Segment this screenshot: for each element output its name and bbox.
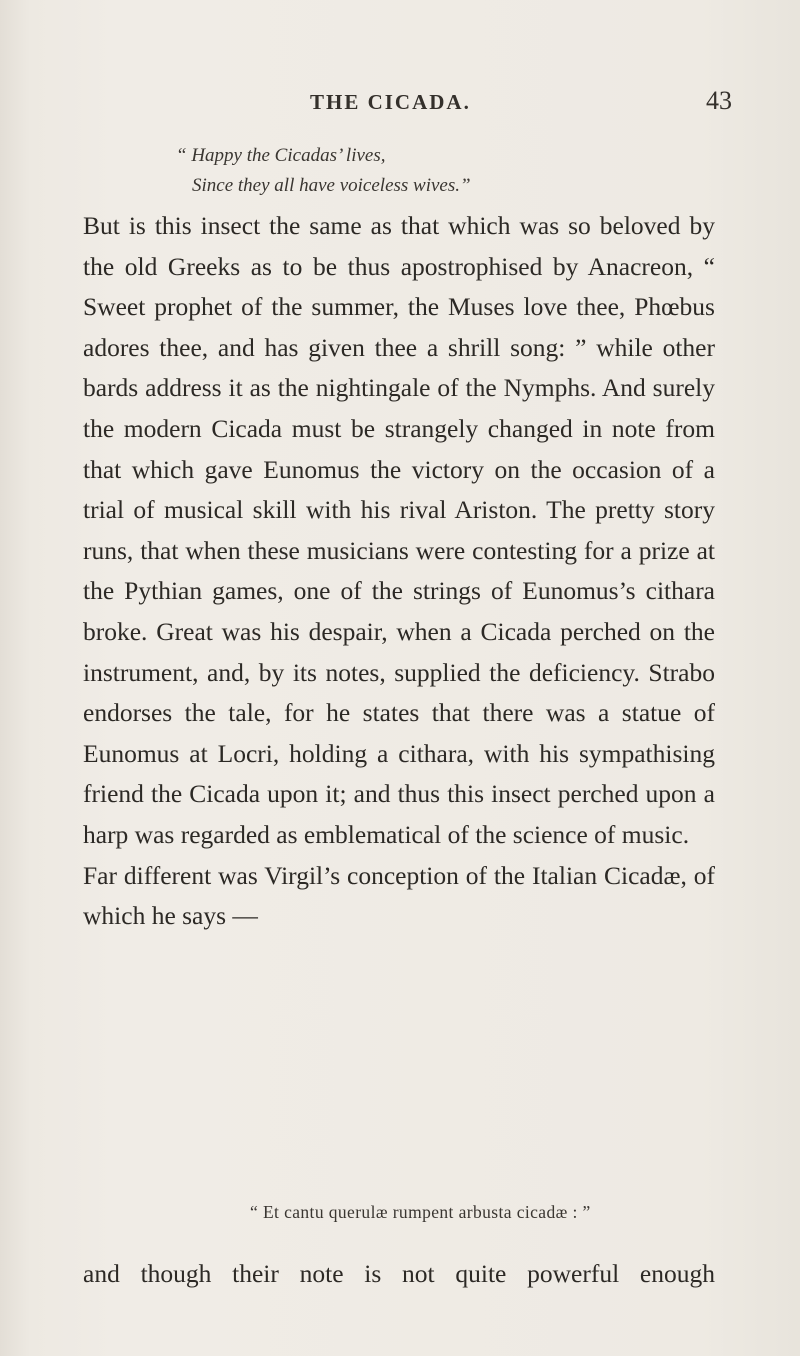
paragraph-1: But is this insect the same as that which was so beloved by the old Greeks as to be thus apostrophised by Anacreon, “ Sweet prophet of the summer, the Muses love thee, Phœbus adores thee, and has given thee a shrill song: ” while other bards address it as the nightingale of the Nymphs. And surely the modern Cicada must be strangely changed in note from that which gave Eunomus the victory on the occasion of a trial of musical skill with his rival Ariston. The pretty story runs, that when these musicians were contesting for a prize at the Pythian games, one of the strings of Eunomus’s cithara broke. Great was his despair, when a Cicada perched on the instrument, and, by its notes, supplied the deficiency. Strabo endorses the tale, for he states that there was a statue of Eunomus at Locri, holding a cithara, with his sympathising friend the Cicada upon it; and thus this insect perched upon a harp was regarded as emblematical of the science of music. [83,211,715,849]
latin-quote: “ Et cantu querulæ rumpent arbusta cicadæ : ” [250,1202,591,1222]
body-text [83,206,715,937]
closing-line: and though their note is not quite powerful enough [83,1259,715,1288]
page-number: 43 [706,86,732,115]
running-title: THE CICADA. [310,90,471,114]
epigraph-line-1: “ Happy the Cicadas’ lives, [176,145,386,166]
running-head [0,88,800,118]
epigraph-line-2: Since they all have voiceless wives.” [192,175,471,196]
paragraph-2: Far different was Virgil’s conception of the Italian Cicadæ, of which he says — [83,860,715,931]
